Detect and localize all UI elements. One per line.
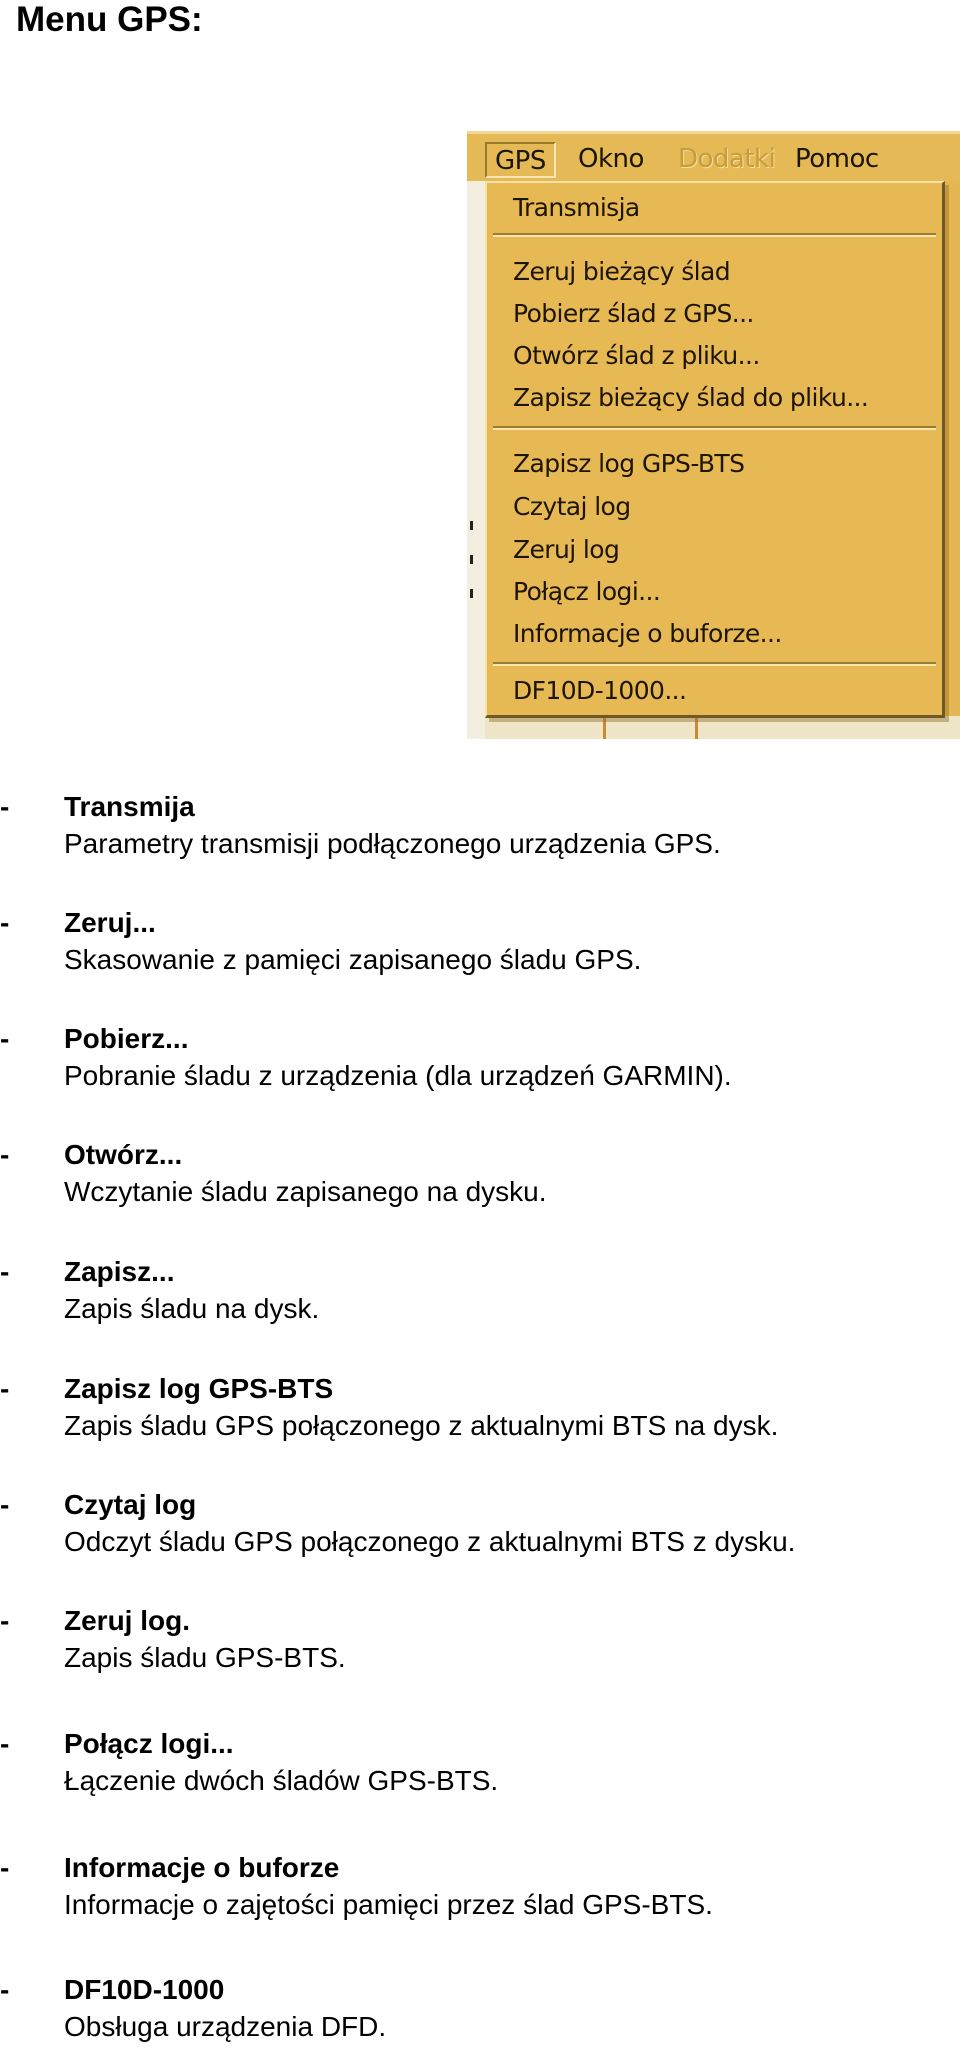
entry-description: Odczyt śladu GPS połączonego z aktualnymi BTS z dysku. (64, 1526, 796, 1557)
entry-description: Skasowanie z pamięci zapisanego śladu GPS. (64, 944, 642, 975)
menu-item-polacz-logi[interactable]: Połącz logi... (513, 577, 661, 606)
entry-title: Połącz logi... (64, 1728, 234, 1759)
menu-item-czytaj-log[interactable]: Czytaj log (513, 492, 631, 521)
menu-item-zapisz-log[interactable]: Zapisz log GPS-BTS (513, 449, 745, 478)
menu-item-informacje-bufor[interactable]: Informacje o buforze... (513, 619, 782, 648)
entry-dash: - (0, 1852, 10, 1883)
entry-dash: - (0, 1728, 10, 1759)
entry-title: Zapisz log GPS-BTS (64, 1373, 334, 1404)
edge-tick (470, 555, 473, 564)
gps-menu-screenshot (467, 131, 960, 739)
menu-item-pobierz-slad[interactable]: Pobierz ślad z GPS... (513, 299, 754, 328)
entry-description: Parametry transmisji podłączonego urządzenia GPS. (64, 828, 721, 859)
entry-description: Zapis śladu GPS połączonego z aktualnymi BTS na dysk. (64, 1410, 779, 1441)
entry-dash: - (0, 1023, 10, 1054)
menu-item-df10d[interactable]: DF10D-1000... (513, 676, 687, 705)
edge-tick (470, 589, 473, 598)
page-title: Menu GPS: (16, 0, 203, 39)
entry-title: DF10D-1000 (64, 1974, 225, 2005)
entry-dash: - (0, 1974, 10, 2005)
entry-title: Transmija (64, 791, 195, 822)
entry-dash: - (0, 1605, 10, 1636)
entry-title: Czytaj log (64, 1489, 197, 1520)
menu-okno[interactable]: Okno (578, 144, 644, 174)
entry-title: Pobierz... (64, 1023, 189, 1054)
entry-description: Informacje o zajętości pamięci przez ślad GPS-BTS. (64, 1889, 713, 1920)
entry-title: Otwórz... (64, 1139, 183, 1170)
entry-description: Łączenie dwóch śladów GPS-BTS. (64, 1765, 499, 1796)
entry-description: Zapis śladu na dysk. (64, 1293, 320, 1324)
entry-title: Zapisz... (64, 1256, 175, 1287)
entry-description: Pobranie śladu z urządzenia (dla urządzeń GARMIN). (64, 1060, 732, 1091)
strip-line (603, 716, 606, 739)
menu-pomoc[interactable]: Pomoc (795, 144, 879, 174)
window-bottom-strip (485, 716, 960, 739)
window-left-edge (467, 181, 485, 739)
menu-dodatki[interactable]: Dodatki (678, 144, 776, 174)
entry-description: Obsługa urządzenia DFD. (64, 2011, 387, 2042)
entry-dash: - (0, 791, 10, 822)
entry-description: Zapis śladu GPS-BTS. (64, 1642, 346, 1673)
menu-item-otworz-slad[interactable]: Otwórz ślad z pliku... (513, 341, 760, 370)
menu-item-zeruj-slad[interactable]: Zeruj bieżący ślad (513, 257, 731, 286)
menu-separator (493, 233, 936, 237)
menu-item-transmisja[interactable]: Transmisja (513, 193, 640, 222)
entry-dash: - (0, 1489, 10, 1520)
entry-dash: - (0, 1139, 10, 1170)
menu-gps[interactable]: GPS (485, 142, 556, 178)
menu-separator (493, 662, 936, 666)
edge-tick (470, 521, 473, 530)
menu-item-zapisz-slad[interactable]: Zapisz bieżący ślad do pliku... (513, 383, 869, 412)
entry-title: Zeruj log. (64, 1605, 190, 1636)
entry-dash: - (0, 1373, 10, 1404)
menubar (467, 131, 960, 181)
entry-dash: - (0, 1256, 10, 1287)
entry-title: Informacje o buforze (64, 1852, 340, 1883)
menu-separator (493, 426, 936, 430)
entry-dash: - (0, 907, 10, 938)
strip-line (695, 716, 698, 739)
menu-item-zeruj-log[interactable]: Zeruj log (513, 535, 620, 564)
gps-dropdown-menu (485, 181, 945, 718)
entry-description: Wczytanie śladu zapisanego na dysku. (64, 1176, 547, 1207)
entry-title: Zeruj... (64, 907, 156, 938)
